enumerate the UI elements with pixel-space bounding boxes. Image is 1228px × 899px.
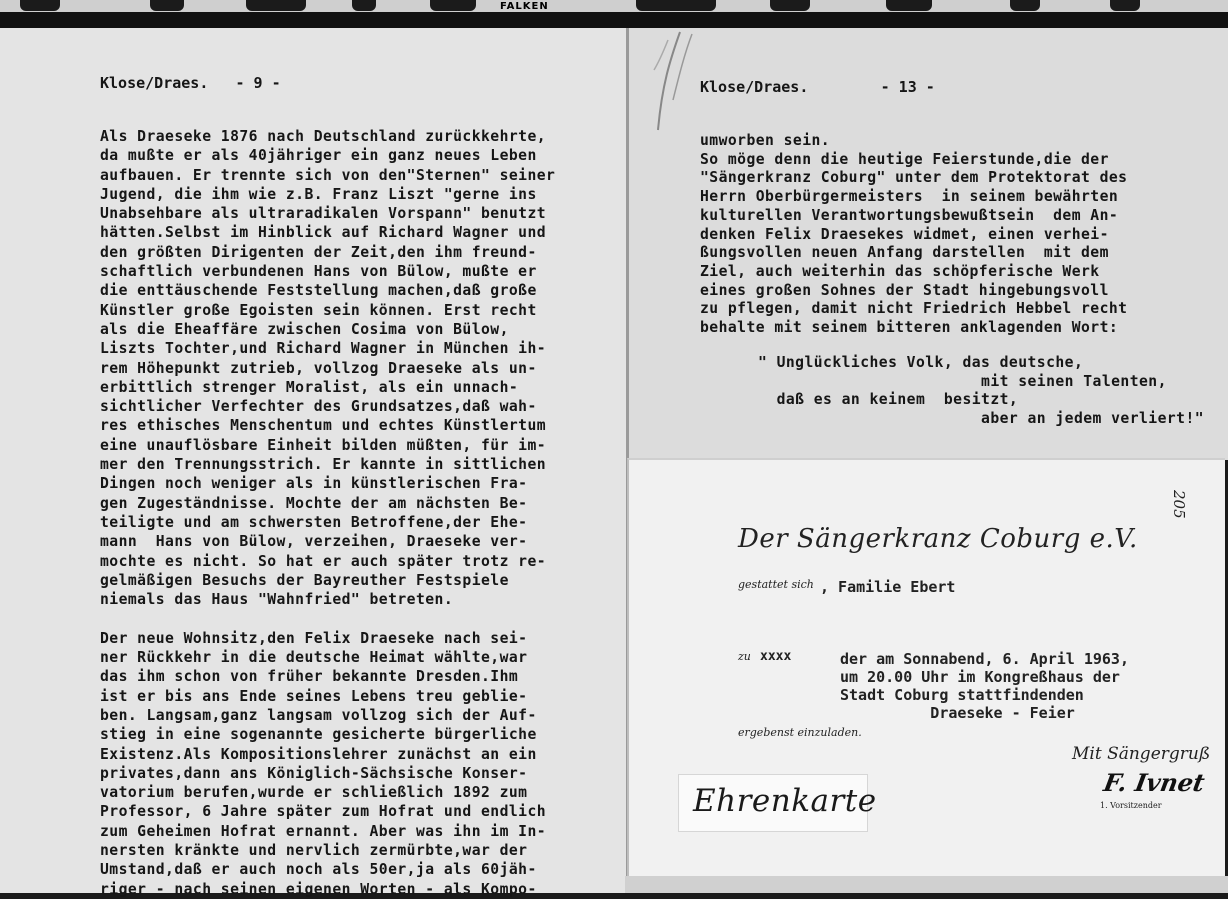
dark-mark <box>246 0 306 11</box>
hebbel-quote: " Unglückliches Volk, das deutsche, mit seinen Talenten, daß es an keinem besitzt, aber an jedem verliert!" <box>758 354 1205 427</box>
bottom-edge <box>625 876 1228 893</box>
left-page-body: Als Draeseke 1876 nach Deutschland zurückkehrte, da mußte er als 40jähriger ein ganz neues Leben aufbauen. Er trennte sich von den"Sternen" seiner Jugend, die ihm wie z.B. Franz Liszt "gerne ins Unabsehbare als ultraradikalen Vorspann" benutzt hätten.Selbst im Hinblick auf Richard Wagner und den größten Dirigenten der Zeit,den ihm freund- schaftlich verbundenen Hans von Bülow, mußte er die enttäuschende Feststellung machen,daß große Künstler große Egoisten sein können. Erst recht als die Eheaffäre zwischen Cosima von Bülow, Liszts Tochter,und Richard Wagner in München ih- rem Höhepunkt zutrieb, vollzog Draeseke als un- erbittlich strenger Moralist, als ein unnach- sichtlicher Verfechter des Grundsatzes,daß wah- res ethisches Menschentum und echtes Künstlertum eine unauflösbare Einheit bilden müßten, für im- mer den Trennungsstrich. Er kannte in sittlichen Dingen noch weniger als in künstlerischen Fra- gen Zugeständnisse. Mochte der am nächsten Be- teiligte und am schwersten Betroffene,der Ehe- mann Hans von Bülow, verzeihen, Draeseke ver- mochte es nicht. So hat er auch später trotz re- gelmäßigen Besuchs der Bayreuther Festspiele niemals das Haus "Wahnfried" betreten. Der neue Wohnsitz,den Felix Draeseke nach sei- ner Rückkehr in die deutsche Heimat wählte,war das ihm schon von früher bekannte Dresden.Ihm ist er bis ans Ende seines Lebens treu geblie- ben. Langsam,ganz langsam vollzog sich der Auf- stieg in eine sogenannte gesicherte bürgerliche Existenz.Als Kompositionslehrer zunächst an ein privates,dann ans Königlich-Sächsische Konser- vatorium berufen,wurde er schließlich 1892 zum Professor, 6 Jahre später zum Hofrat und endlich zum Geheimen Hofrat ernannt. Aber was ihn im In- nersten kränkte und nervlich zermürbte,war der Umstand,daß er auch noch als 50er,ja als 60jäh- riger - nach seinen eigenen Worten - als Kompo- <box>100 128 556 898</box>
chairman-label: 1. Vorsitzender <box>1100 801 1162 810</box>
struck-out-text: xxxx <box>760 649 792 664</box>
gestattet-label: gestattet sich <box>738 578 814 591</box>
page-number: 205 <box>1170 490 1188 519</box>
dark-mark <box>1110 0 1140 11</box>
top-edge-strip <box>0 0 1228 28</box>
dark-mark <box>352 0 376 11</box>
dark-mark <box>150 0 184 11</box>
dark-mark <box>886 0 932 11</box>
right-page-header: Klose/Draes. - 13 - <box>700 78 935 96</box>
greeting: Mit Sängergruß <box>1072 744 1211 764</box>
recipient-name: , Familie Ebert <box>820 578 956 596</box>
zu-label: zu <box>738 650 751 663</box>
ehrenkarte-text: Ehrenkarte <box>693 783 877 819</box>
dark-mark <box>1010 0 1040 11</box>
ehrenkarte-label-box <box>678 774 877 832</box>
dark-mark <box>430 0 476 11</box>
right-page-body: umworben sein. So möge denn die heutige Feierstunde,die der "Sängerkranz Coburg" unter dem Protektorat des Herrn Oberbürgermeisters in seinem bewährten kulturellen Verantwortungsbewußtsein dem An- denken Felix Draesekes widmet, einen verhei- ßungsvollen neuen Anfang darstellen mit dem Ziel, auch weiterhin das schöpferische Werk eines großen Sohnes der Stadt hingebungsvoll zu pflegen, damit nicht Friedrich Hebbel recht behalte mit seinem bitteren anklagenden Wort: <box>700 132 1128 337</box>
photo-top-band <box>0 0 1228 12</box>
event-details: der am Sonnabend, 6. April 1963, um 20.00 Uhr im Kongreßhaus der Stadt Coburg stattfindenden Draeseke - Feier <box>840 650 1129 722</box>
dark-mark <box>636 0 716 11</box>
dark-mark <box>20 0 60 11</box>
brand-label: FALKEN <box>500 1 549 12</box>
society-name: Der Sängerkranz Coburg e.V. <box>738 524 1138 554</box>
dark-mark <box>770 0 810 11</box>
signature: F. Ivnet <box>1101 768 1207 797</box>
left-page-header: Klose/Draes. - 9 - <box>100 74 281 92</box>
einzuladen-label: ergebenst einzuladen. <box>738 726 862 739</box>
